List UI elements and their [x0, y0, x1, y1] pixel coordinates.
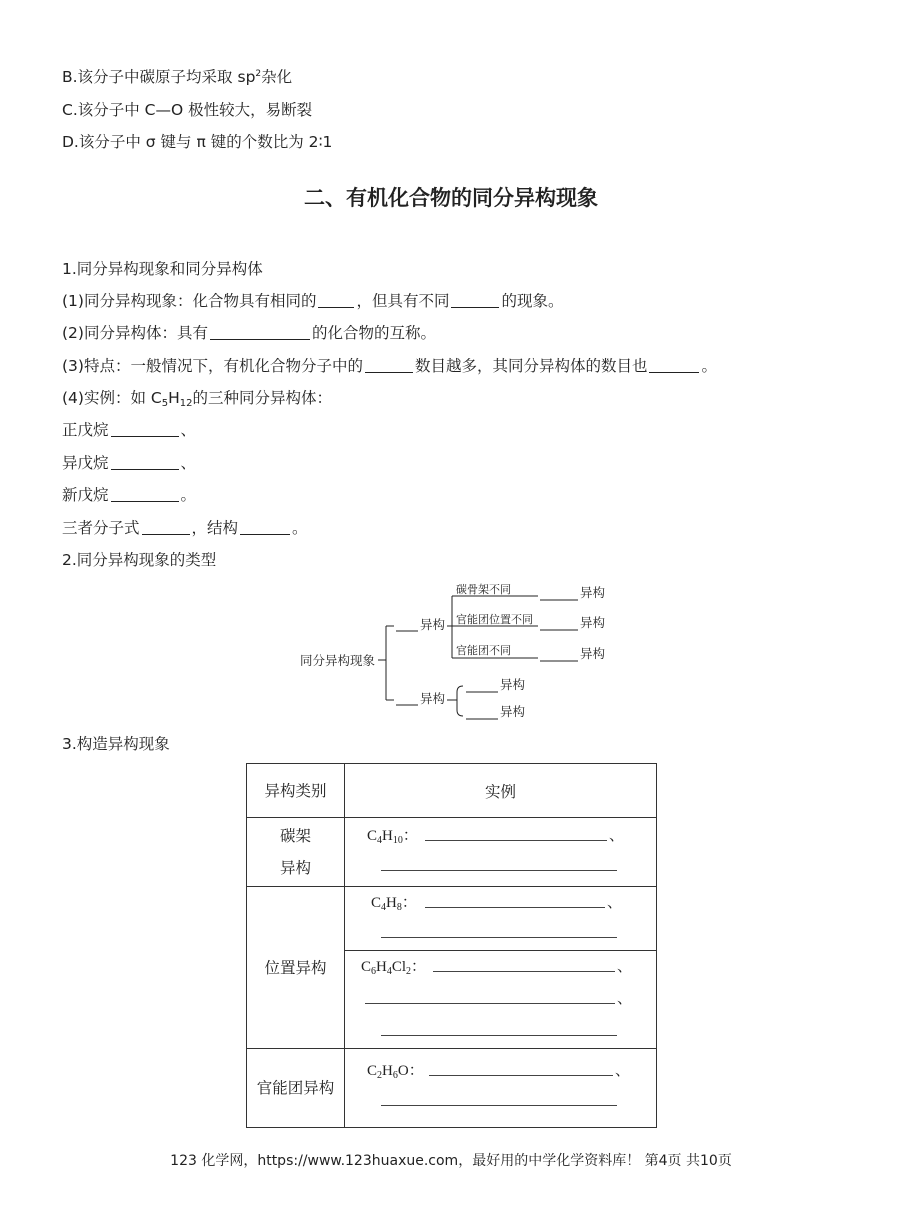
tree-iso-label: 异构: [500, 677, 526, 692]
blank[interactable]: [142, 520, 190, 535]
header-example: 实例: [345, 764, 657, 818]
part1-item4: (4)实例：如 $C_5H_{12}$的三种同分异构体：: [62, 389, 332, 409]
row-functional-group: [247, 1049, 657, 1128]
tree-iso-label: 异构: [580, 615, 606, 630]
answer-line[interactable]: [381, 937, 617, 938]
header-category: 异构类别: [247, 764, 345, 818]
tree-iso-label: 异构: [500, 704, 526, 719]
part1-summary: 三者分子式 ，结构 。: [62, 519, 308, 537]
cat-carbon-skeleton: 碳架 异构: [247, 818, 345, 887]
blank[interactable]: [365, 358, 413, 373]
row-carbon-skeleton: [247, 818, 657, 887]
answer-line[interactable]: [365, 1003, 615, 1004]
part2-heading: 2.同分异构现象的类型: [62, 551, 217, 569]
part1-item3: (3)特点：一般情况下，有机化合物分子中的 数目越多，其同分异构体的数目也 。: [62, 357, 717, 375]
answer-line[interactable]: [381, 1105, 617, 1106]
answer-line[interactable]: [381, 870, 617, 871]
blank[interactable]: [649, 358, 699, 373]
blank[interactable]: [451, 293, 499, 308]
blank[interactable]: [111, 422, 179, 437]
tree-root-label: 同分异构现象: [300, 653, 376, 668]
blank[interactable]: [318, 293, 354, 308]
answer-line[interactable]: [381, 1035, 617, 1036]
blank[interactable]: [111, 455, 179, 470]
part3-heading: 3.构造异构现象: [62, 735, 170, 753]
tree-fg-position: 官能团位置不同: [456, 613, 533, 626]
answer-line[interactable]: [433, 971, 615, 972]
isopentane: 异戊烷 、: [62, 454, 197, 472]
cat-position: 位置异构: [247, 887, 345, 1049]
tree-iso-label: 异构: [580, 585, 606, 600]
example-c6h4cl2: $C_6H_4Cl_2$： 、 、: [345, 951, 657, 1049]
n-pentane: 正戊烷 、: [62, 421, 197, 439]
answer-line[interactable]: [425, 907, 605, 908]
structural-isomer-table: [246, 763, 657, 1128]
option-d: D.该分子中 σ 键与 π 键的个数比为 2∶1: [62, 133, 333, 151]
cat-functional-group: 官能团异构: [247, 1049, 345, 1128]
page-footer: 123 化学网，https://www.123huaxue.com，最好用的中学化学资料库！ 第4页 共10页: [170, 1153, 732, 1169]
tree-fg-diff: 官能团不同: [456, 644, 511, 657]
option-c: C.该分子中 C—O 极性较大，易断裂: [62, 101, 313, 119]
part1-heading: 1.同分异构现象和同分异构体: [62, 260, 263, 278]
tree-iso-label: 异构: [420, 617, 446, 632]
blank[interactable]: [111, 487, 179, 502]
part1-item1: (1)同分异构现象：化合物具有相同的 ，但具有不同 的现象。: [62, 292, 564, 310]
tree-carbon-skeleton: 碳骨架不同: [456, 583, 511, 596]
part1-item2: (2)同分异构体：具有 的化合物的互称。: [62, 324, 436, 342]
answer-line[interactable]: [425, 840, 607, 841]
option-b: B.该分子中碳原子均采取 $sp^2$杂化: [62, 68, 293, 86]
blank[interactable]: [210, 325, 310, 340]
tree-iso-label: 异构: [420, 691, 446, 706]
example-c4h10: $C_4H_{10}$： 、: [345, 818, 657, 887]
row-position-1: [247, 887, 657, 951]
example-c4h8: $C_4H_8$： 、: [345, 887, 657, 951]
example-c2h6o: $C_2H_6O$： 、: [345, 1049, 657, 1128]
answer-line[interactable]: [429, 1075, 613, 1076]
tree-iso-label: 异构: [580, 646, 606, 661]
blank[interactable]: [240, 520, 290, 535]
table-header-row: [247, 764, 657, 818]
neopentane: 新戊烷 。: [62, 486, 197, 504]
section-title: 二、有机化合物的同分异构现象: [304, 186, 598, 210]
